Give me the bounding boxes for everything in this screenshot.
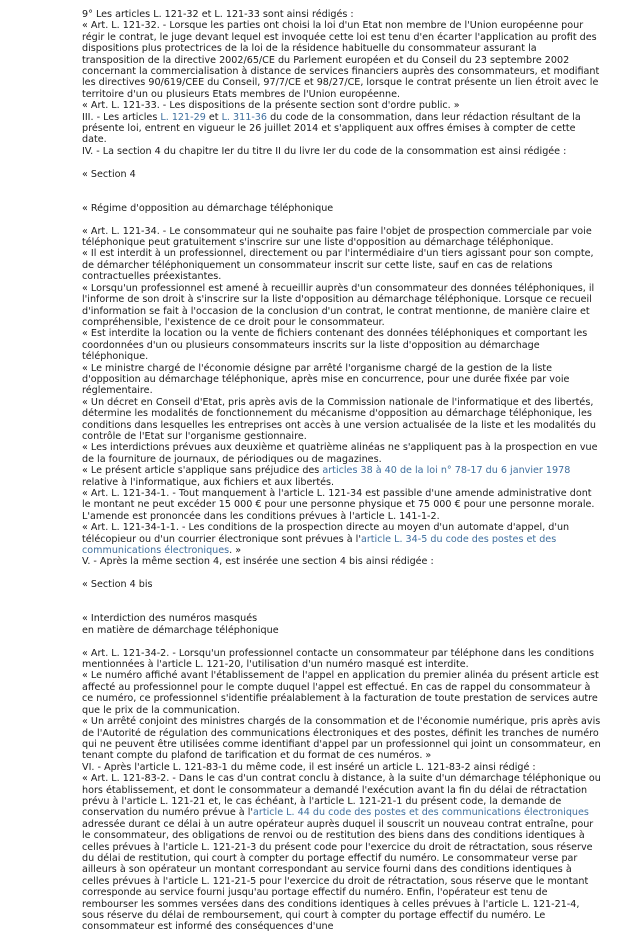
paragraph (82, 169, 602, 180)
paragraph (82, 716, 602, 762)
text-run: 9° Les articles L. 121-32 et L. 121-33 sont ainsi rédigés : (82, 9, 354, 20)
text-run: « Le présent article s'applique sans préjudice des (82, 465, 323, 477)
paragraph (82, 670, 602, 716)
legal-reference-link[interactable]: L. 121-29 (160, 111, 206, 123)
paragraph (82, 773, 602, 933)
text-run: « Art. L. 121-34-2. - Lorsqu'un professionnel contacte un consommateur par téléphone dans les conditions mentionnées à l'article L. 121-20, l'utilisation d'un numéro masqué est interdite. (82, 647, 594, 671)
paragraph (82, 397, 602, 443)
paragraph (82, 442, 602, 465)
paragraph (82, 112, 602, 146)
paragraph (82, 363, 602, 397)
text-run: III. - Les articles (82, 111, 161, 123)
text-run: « Le ministre chargé de l'économie désigne par arrêté l'organisme chargé de la gestion de la liste d'opposition au démarchage téléphonique, après mise en concurrence, pour une durée fixée par voie réglementaire. (82, 362, 570, 397)
text-run: VI. - Après l'article L. 121-83-1 du même code, il est inséré un article L. 121-83-2 ainsi rédigé : (82, 761, 536, 773)
text-run: IV. - La section 4 du chapitre Ier du titre II du livre Ier du code de la consommation est ainsi rédigée : (82, 145, 567, 157)
text-run: « Art. L. 121-34. - Le consommateur qui ne souhaite pas faire l'objet de prospection commerciale par voie téléphonique peut gratuitement s'inscrire sur une liste d'opposition au démarchage téléphonique. (82, 225, 592, 249)
paragraph (82, 328, 602, 362)
blank-line (82, 568, 602, 579)
paragraph (82, 146, 602, 157)
paragraph (82, 203, 602, 214)
text-run: et (205, 111, 222, 123)
text-run: « Régime d'opposition au démarchage téléphonique (82, 202, 334, 214)
paragraph (82, 522, 602, 556)
text-run: « Art. L. 121-83-2. - Dans le cas d'un contrat conclu à distance, à la suite d'un démarchage téléphonique ou hors établissement, et dont le consommateur a demandé l'exécution avant la fin du délai de rétractation prévu à l'article L. 121-21 et, le cas échéant, à l'article L. 121-21-1 du présent code, la demande de conservation du numéro prévue à l' (82, 773, 601, 819)
paragraph (82, 613, 602, 624)
paragraph (82, 556, 602, 567)
legal-reference-link[interactable]: article L. 34-5 du code des postes et des communications électroniques (82, 533, 557, 557)
legal-reference-link[interactable]: article L. 44 du code des postes et des communications électroniques (253, 807, 589, 819)
blank-line (82, 180, 602, 203)
text-run: « Art. L. 121-34-1. - Tout manquement à l'article L. 121-34 est passible d'une amende administrative dont le montant ne peut excéder 15 000 € pour une personne physique et 75 000 € pour une personne morale. L'amende est prononcée dans les conditions prévues à l'article L. 141-1-2. (82, 488, 595, 522)
text-run: « Un décret en Conseil d'Etat, pris après avis de la Commission nationale de l'informatique et des libertés, détermine les modalités de fonctionnement du mécanisme d'opposition au démarchage téléphonique, les conditions dans lesquelles les entreprises ont accès à une version actualisée de la liste et les modalités du contrôle de l'Etat sur l'organisme gestionnaire. (82, 396, 596, 442)
text-run: « Un arrêté conjoint des ministres chargés de la consommation et de l'économie numérique, pris après avis de l'Autorité de régulation des communications électroniques et des postes, définit les tranches de numéro qui ne peuvent être utilisées comme identifiant d'appel par un professionnel qui joint un consommateur, en tenant compte du plafond de tarification et du format de ces numéros. » (82, 716, 601, 762)
paragraph (82, 488, 602, 522)
paragraph (82, 20, 602, 100)
text-run: adressée durant ce délai à un autre opérateur auprès duquel il souscrit un nouveau contrat entraîne, pour le consommateur, des obligations de renvoi ou de restitution des biens dans des conditions identiques à celles prévues à l'article L. 121-21-3 du présent code pour l'exercice du droit de rétractation, sous réserve du délai de restitution, qui court à compter du portage effectif du numéro. Le consommateur verse par ailleurs à son opérateur un montant correspondant au service fourni dans des conditions identiques à celles prévues à l'article L. 121-21-5 pour l'exercice du droit de rétractation, sous réserve que le montant corresponde au service fourni jusqu'au portage effectif du numéro. Enfin, l'opérateur est tenu de rembourser les sommes versées dans des conditions identiques à celles prévues à l'article L. 121-21-4, sous réserve du délai de remboursement, qui court à compter du portage effectif du numéro. Le consommateur est informé des conséquences d'une (82, 818, 594, 933)
text-run: « Art. L. 121-34-1-1. - Les conditions de la prospection directe au moyen d'un automate d'appel, d'un télécopieur ou d'un courrier électronique sont prévues à l' (82, 522, 570, 545)
text-run: « Section 4 bis (82, 579, 153, 591)
text-run: « Lorsqu'un professionnel est amené à recueillir auprès d'un consommateur des données téléphoniques, il l'informe de son droit à s'inscrire sur la liste d'opposition au démarchage téléphonique. Lorsque ce recueil d'information se fait à l'occasion de la conclusion d'un contrat, le contrat mentionne, de manière claire et compréhensible, l'existence de ce droit pour le consommateur. (82, 282, 595, 328)
text-run: « Art. L. 121-33. - Les dispositions de la présente section sont d'ordre public. » (82, 100, 460, 112)
text-run: « Les interdictions prévues aux deuxième et quatrième alinéas ne s'appliquent pas à la prospection en vue de la fourniture de journaux, de périodiques ou de magazines. (82, 442, 598, 465)
paragraph (82, 579, 602, 590)
text-run: V. - Après la même section 4, est insérée une section 4 bis ainsi rédigée : (82, 556, 434, 568)
paragraph (82, 248, 602, 282)
text-run: « Il est interdit à un professionnel, directement ou par l'intermédiaire d'un tiers agissant pour son compte, de démarcher téléphoniquement un consommateur inscrit sur cette liste, sauf en cas de relations contractuelles préexistantes. (82, 248, 594, 283)
text-run: relative à l'informatique, aux fichiers et aux libertés. (82, 476, 335, 488)
text-run: « Est interdite la location ou la vente de fichiers contenant des données téléphoniques et comportant les coordonnées d'un ou plusieurs consommateurs inscrits sur la liste d'opposition au démarchage téléphonique. (82, 328, 588, 363)
paragraph (82, 9, 602, 20)
blank-line (82, 214, 602, 225)
paragraph (82, 625, 602, 636)
paragraph (82, 465, 602, 488)
paragraph (82, 226, 602, 249)
paragraph (82, 100, 602, 111)
blank-line (82, 636, 602, 647)
text-run: « Interdiction des numéros masqués (82, 613, 258, 625)
legal-reference-link[interactable]: L. 311-36 (221, 111, 268, 123)
text-run: . » (229, 545, 242, 557)
paragraph (82, 648, 602, 671)
text-run: en matière de démarchage téléphonique (82, 624, 279, 636)
legal-reference-link[interactable]: articles 38 à 40 de la loi n° 78-17 du 6 janvier 1978 (322, 465, 571, 477)
blank-line (82, 591, 602, 614)
text-run: « Art. L. 121-32. - Lorsque les parties ont choisi la loi d'un Etat non membre de l'Union européenne pour régir le contrat, le juge devant lequel est invoquée cette loi est tenu d'en écarter l'application au profit des dispositions plus protectrices de la loi de la résidence habituelle du consommateur assurant la transposition de la directive 2002/65/CE du Parlement européen et du Conseil du 23 septembre 2002 concernant la commercialisation à distance de services financiers auprès des consommateurs, et modifiant les directives 90/619/CEE du Conseil, 97/7/CE et 98/27/CE, lorsque le contrat présente un lien étroit avec le territoire d'un ou plusieurs Etats membres de l'Union européenne. (82, 20, 600, 100)
blank-line (82, 157, 602, 168)
text-run: « Le numéro affiché avant l'établissement de l'appel en application du premier alinéa du présent article est affecté au professionnel pour le compte duquel l'appel est effectué. En cas de rappel du consommateur à ce numéro, ce professionnel s'identifie préalablement à la facturation de toute prestation de services autre que le prix de la communication. (82, 670, 599, 716)
text-run: « Section 4 (82, 168, 136, 180)
text-run: du code de la consommation, dans leur rédaction résultant de la présente loi, entrent en vigueur le 26 juillet 2014 et s'appliquent aux offres émises à compter de cette date. (82, 111, 581, 146)
paragraph (82, 283, 602, 329)
paragraph (82, 762, 602, 773)
